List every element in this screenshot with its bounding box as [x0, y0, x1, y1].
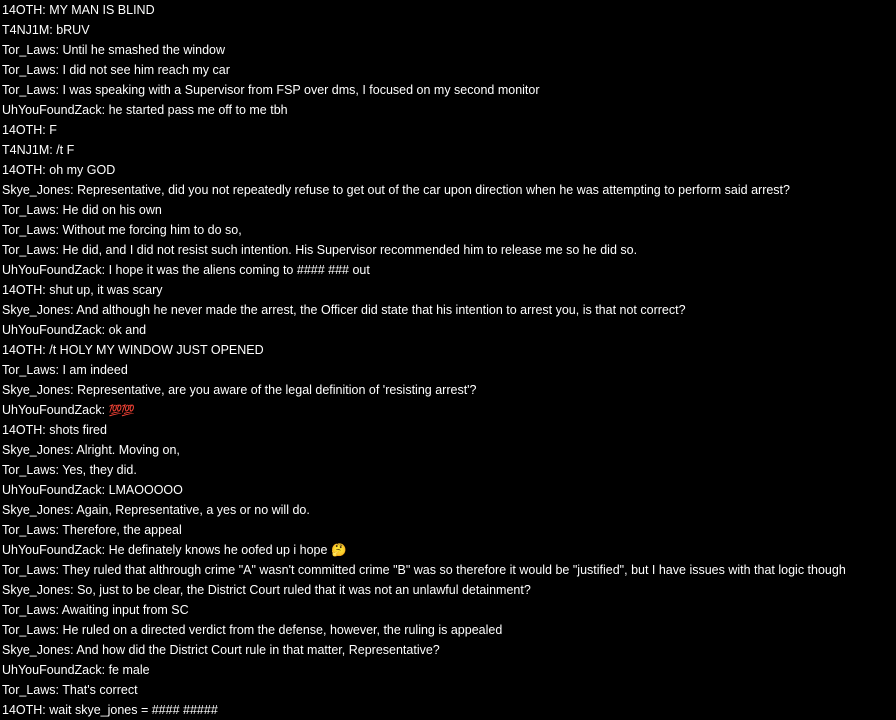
chat-text: LMAOOOOO [108, 483, 183, 497]
chat-speaker: UhYouFoundZack [2, 483, 102, 497]
chat-separator: : [70, 643, 77, 657]
chat-message [2, 320, 146, 340]
chat-message [2, 280, 163, 300]
chat-separator: : [101, 483, 109, 497]
chat-message [2, 360, 128, 380]
chat-speaker: UhYouFoundZack [2, 323, 102, 337]
chat-speaker: Tor_Laws [2, 623, 56, 637]
chat-message [2, 180, 790, 200]
chat-text: He definately knows he oofed up i hope [108, 543, 331, 557]
chat-separator: : [70, 583, 78, 597]
chat-separator: : [55, 43, 63, 57]
chat-speaker: 14OTH [2, 283, 43, 297]
chat-message [2, 0, 155, 20]
chat-speaker: UhYouFoundZack [2, 663, 102, 677]
chat-speaker: Tor_Laws [2, 63, 56, 77]
chat-separator: : [101, 543, 109, 557]
chat-speaker: Tor_Laws [2, 243, 56, 257]
chat-text: I did not see him reach my car [62, 63, 230, 77]
chat-separator: : [42, 283, 50, 297]
chat-text: I am indeed [62, 363, 128, 377]
chat-separator: : [55, 683, 63, 697]
chat-separator: : [55, 83, 63, 97]
chat-speaker: Skye_Jones [2, 183, 71, 197]
chat-separator: : [42, 123, 50, 137]
chat-message [2, 260, 370, 280]
chat-text: And although he never made the arrest, the Officer did state that his intention to arrest you, is that not correct? [76, 303, 686, 317]
chat-message [2, 440, 180, 460]
chat-message [2, 140, 74, 160]
chat-text: /t F [56, 143, 75, 157]
chat-speaker: UhYouFoundZack [2, 103, 102, 117]
chat-speaker: UhYouFoundZack [2, 263, 102, 277]
chat-text: Representative, did you not repeatedly refuse to get out of the car upon direction when he was attempting to perform said arrest? [77, 183, 790, 197]
chat-speaker: Tor_Laws [2, 83, 56, 97]
chat-text: shut up, it was scary [49, 283, 163, 297]
chat-separator: : [55, 363, 63, 377]
chat-separator: : [101, 663, 109, 677]
chat-text: He ruled on a directed verdict from the defense, however, the ruling is appealed [62, 623, 503, 637]
chat-separator: : [42, 163, 50, 177]
chat-speaker: 14OTH [2, 423, 43, 437]
chat-message [2, 520, 182, 540]
chat-message [2, 500, 310, 520]
chat-message [2, 100, 288, 120]
chat-text: /t HOLY MY WINDOW JUST OPENED [49, 343, 264, 357]
chat-message [2, 80, 540, 100]
chat-text: Alright. Moving on, [76, 443, 180, 457]
chat-text: shots fired [49, 423, 107, 437]
chat-text: F [49, 123, 57, 137]
chat-speaker: Tor_Laws [2, 203, 56, 217]
chat-separator: : [42, 703, 50, 717]
chat-speaker: 14OTH [2, 163, 43, 177]
chat-separator: : [55, 623, 63, 637]
chat-text: ok and [108, 323, 147, 337]
chat-separator: : [55, 203, 63, 217]
chat-speaker: Skye_Jones [2, 583, 71, 597]
chat-message [2, 700, 218, 720]
chat-message [2, 40, 225, 60]
chat-text: Again, Representative, a yes or no will do. [76, 503, 310, 517]
chat-separator: : [42, 343, 50, 357]
chat-message [2, 160, 115, 180]
chat-separator: : [101, 403, 109, 417]
chat-separator: : [49, 143, 57, 157]
chat-text: I hope it was the aliens coming to #### ### out [108, 263, 370, 277]
chat-speaker: Tor_Laws [2, 223, 56, 237]
chat-text: Yes, they did. [62, 463, 137, 477]
chat-separator: : [101, 323, 109, 337]
chat-message [2, 540, 347, 560]
chat-text: I was speaking with a Supervisor from FSP over dms, I focused on my second monitor [62, 83, 540, 97]
thinking-face-icon: 🤔 [330, 543, 347, 557]
chat-message [2, 20, 90, 40]
chat-message [2, 340, 264, 360]
chat-separator: : [70, 383, 78, 397]
chat-text: So, just to be clear, the District Court ruled that it was not an unlawful detainment? [77, 583, 531, 597]
hundred-points-icon: 💯💯 [108, 405, 134, 417]
chat-message [2, 420, 107, 440]
chat-separator: : [70, 503, 77, 517]
chat-message [2, 660, 150, 680]
chat-speaker: Skye_Jones [2, 503, 71, 517]
chat-text: And how did the District Court rule in that matter, Representative? [76, 643, 440, 657]
chat-speaker: Tor_Laws [2, 463, 56, 477]
chat-speaker: Tor_Laws [2, 523, 56, 537]
chat-text: Awaiting input from SC [61, 603, 189, 617]
chat-speaker: 14OTH [2, 343, 43, 357]
chat-separator: : [55, 603, 62, 617]
chat-text: They ruled that althrough crime "A" wasn't committed crime "B" was so therefore it would be "justified", but I have issues with that logic though [62, 563, 846, 577]
chat-separator: : [70, 303, 77, 317]
chat-text: fe male [108, 663, 150, 677]
chat-message [2, 460, 137, 480]
chat-speaker: UhYouFoundZack [2, 403, 102, 417]
chat-message [2, 400, 134, 420]
chat-separator: : [55, 63, 63, 77]
chat-separator: : [55, 563, 63, 577]
chat-message [2, 120, 57, 140]
chat-message [2, 220, 242, 240]
chat-speaker: 14OTH [2, 3, 43, 17]
chat-speaker: Skye_Jones [2, 383, 71, 397]
chat-text: wait skye_jones = #### ##### [49, 703, 218, 717]
chat-speaker: T4NJ1M [2, 23, 50, 37]
chat-separator: : [42, 3, 50, 17]
chat-text: Until he smashed the window [62, 43, 226, 57]
chat-text: He did, and I did not resist such intention. His Supervisor recommended him to release me so he did so. [62, 243, 638, 257]
chat-message [2, 620, 502, 640]
chat-speaker: T4NJ1M [2, 143, 50, 157]
chat-separator: : [55, 223, 63, 237]
chat-speaker: Skye_Jones [2, 303, 71, 317]
chat-separator: : [55, 243, 63, 257]
chat-message [2, 560, 846, 580]
chat-text: Representative, are you aware of the legal definition of 'resisting arrest'? [77, 383, 477, 397]
chat-message [2, 60, 230, 80]
chat-speaker: Tor_Laws [2, 603, 56, 617]
chat-message [2, 580, 531, 600]
chat-message [2, 300, 686, 320]
chat-text: He did on his own [62, 203, 162, 217]
chat-speaker: Tor_Laws [2, 363, 56, 377]
chat-message [2, 480, 183, 500]
chat-message [2, 200, 162, 220]
chat-separator: : [101, 263, 109, 277]
chat-separator: : [49, 23, 57, 37]
chat-separator: : [101, 103, 109, 117]
chat-text: bRUV [56, 23, 90, 37]
chat-speaker: Tor_Laws [2, 683, 56, 697]
chat-message [2, 240, 637, 260]
chat-speaker: Tor_Laws [2, 563, 56, 577]
chat-speaker: 14OTH [2, 123, 43, 137]
chat-speaker: Skye_Jones [2, 443, 71, 457]
chat-speaker: 14OTH [2, 703, 43, 717]
chat-speaker: Tor_Laws [2, 43, 56, 57]
chat-speaker: Skye_Jones [2, 643, 71, 657]
chat-message [2, 640, 440, 660]
chat-separator: : [55, 523, 63, 537]
chat-text: Therefore, the appeal [62, 523, 182, 537]
chat-message [2, 600, 189, 620]
chat-message [2, 380, 477, 400]
chat-separator: : [55, 463, 63, 477]
chat-separator: : [70, 443, 77, 457]
chat-message [2, 680, 138, 700]
chat-text: Without me forcing him to do so, [62, 223, 242, 237]
chat-text: oh my GOD [49, 163, 116, 177]
chat-text: he started pass me off to me tbh [108, 103, 288, 117]
chat-separator: : [42, 423, 50, 437]
chat-speaker: UhYouFoundZack [2, 543, 102, 557]
chat-separator: : [70, 183, 78, 197]
chat-text: MY MAN IS BLIND [49, 3, 155, 17]
chat-text: That's correct [62, 683, 138, 697]
